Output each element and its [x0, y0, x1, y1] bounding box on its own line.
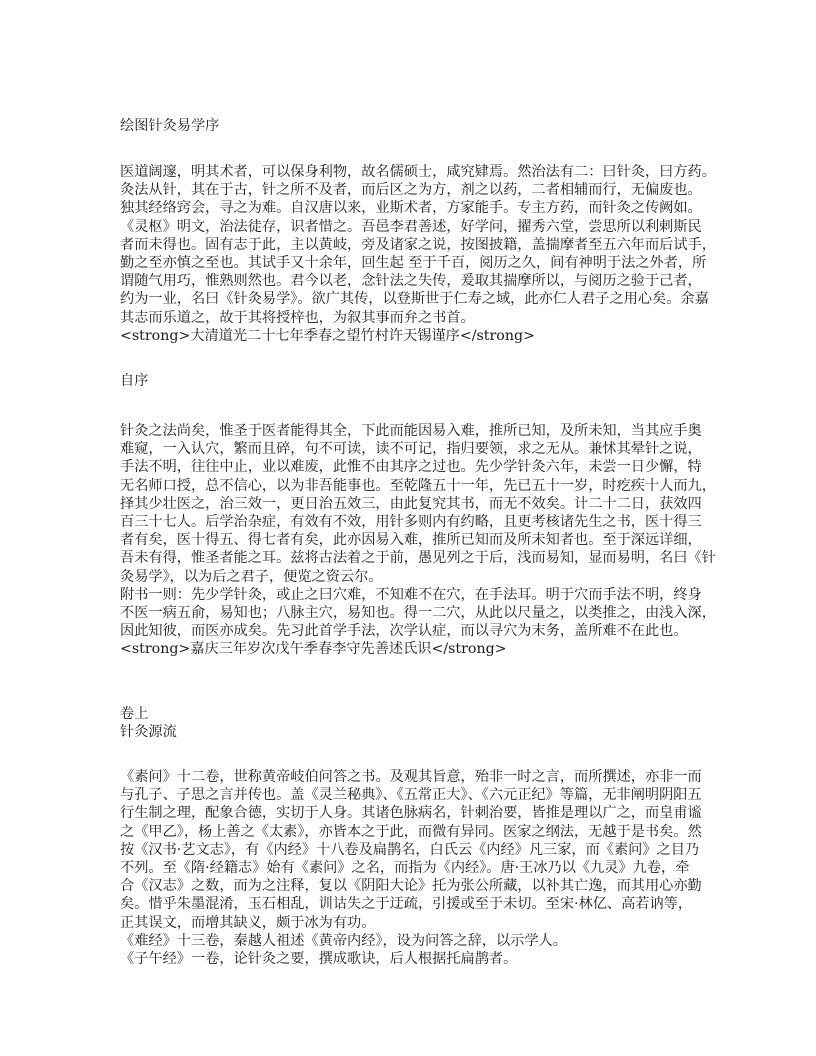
text-line: 按《汉书·艺文志》，有《内经》十八卷及扁鹊名，白氏云《内经》凡三家，而《素问》之目乃 [120, 841, 700, 858]
text-line: 约为一业，名曰《针灸易学》。欲广其传，以登斯世于仁寿之域，此亦仁人君子之用心矣。余嘉 [120, 291, 709, 308]
text-line: 附书一则：先少学针灸，或止之曰穴难，不知难不在穴，在手法耳。明于穴而手法不明，终身 [120, 586, 702, 603]
text-line: 针灸之法尚矣，惟圣于医者能得其全，下此而能因易入难，推所已知，及所未知，当其应手奥 [120, 423, 702, 439]
text-line: 《灵枢》明文，治法徒存，识者惜之。吾邑李君善述，好学问，擢秀六堂，尝思所以利剌斯民 [120, 218, 702, 235]
text-line: 手法不明，往往中止，业以难废，此惟不由其序之过也。先少学针灸六年，未尝一日少懈，特 [120, 459, 702, 476]
text-line: 无名师口授，总不信心，以为非吾能事也。至乾隆五十一年，先已五十一岁，时疙疾十人而九， [120, 477, 716, 494]
text-line: 合《汉志》之数，而为之注释，复以《阴阳大论》托为张公所藏，以补其亡逸，而其用心亦勤 [120, 878, 702, 895]
text-line: 正其误文，而增其缺义，颇于冰为有功。 [120, 914, 376, 931]
text-line: 因此知彼，而医亦成矣。先习此首学手法，次学认症，而以寻穴为末务，盖所难不在此也。 [120, 623, 688, 640]
text-line: 者有矣，医十得五、得七者有矣，此亦因易入难，推所已知而及所未知者也。至于深远详细， [120, 532, 702, 549]
text-line: 其志而乐道之，故于其将授梓也，为叙其事而弁之书首。 [120, 309, 475, 326]
text-line: 《素问》十二卷，世称黄帝岐伯问答之书。及观其旨意，殆非一时之言，而所撰述，亦非一而 [120, 769, 702, 785]
text-line: 独其经络窍会，寻之为难。自汉唐以来，业斯术者，方家能手。专主方药，而针灸之传阙如。 [120, 200, 702, 217]
self-preface-body [120, 422, 716, 659]
signature-line: <strong>嘉庆三年岁次戊午季春李守先善述氏识</strong> [120, 641, 507, 658]
section-title: 绘图针灸易学序 [120, 118, 220, 134]
chapter-title: 针灸源流 [120, 724, 177, 741]
section-title: 自序 [120, 373, 149, 389]
preface-heading [120, 117, 219, 135]
text-line: 难窥，一入认穴，繁而且碎，句不可读，读不可记，指归要领，求之无从。兼怵其晕针之说， [120, 441, 702, 458]
text-line: 者而未得也。固有志于此，主以黄岐，旁及诸家之说，按图披籍，盖揣摩者至五六年而后试手， [120, 236, 716, 253]
text-line: 行生制之理，配象合德，实切于人身。其诸色脉病名，针刺治要，皆推是理以广之，而皇甫谧 [120, 805, 702, 822]
text-line: 《难经》十三卷，秦越人祖述《黄帝内经》，设为问答之辞，以示学人。 [120, 932, 567, 949]
text-line: 医道阔邃，明其术者，可以保身利物，故名儒硕士，咸究肄焉。然治法有二：曰针灸，曰方药。 [120, 164, 716, 180]
volume-heading [120, 705, 177, 741]
text-line: 灸易学》，以为后之君子，便览之资云尔。 [120, 568, 383, 585]
self-preface-heading [120, 372, 148, 390]
volume-title: 卷上 [120, 706, 149, 722]
text-line: 择其少壮医之，治三效一，更日治五效三，由此复究其书，而无不效矣。计二十二日，获效四 [120, 495, 702, 512]
text-line: 不列。至《隋·经籍志》始有《素问》之名，而指为《内经》。唐·王冰乃以《九灵》九卷，牵 [120, 860, 690, 877]
text-line: 谓随气用巧，惟熟则然也。君今以老，念针法之失传，爰取其揣摩所以，与阅历之验于己者， [120, 273, 702, 290]
signature-line: <strong>大清道光二十七年季春之望竹村许天锡谨序</strong> [120, 327, 535, 344]
preface-body [120, 163, 716, 345]
text-line: 与孔子、子思之言并传也。盖《灵兰秘典》、《五常正大》、《六元正纪》等篇，无非阐明阴阳五 [120, 787, 702, 804]
text-line: 勤之至亦慎之至也。其试手又十余年，回生起 至于千百，阅历之久，间有神明于法之外者，所 [120, 255, 707, 272]
text-line: 《子午经》一卷，论针灸之要，撰成歌诀，后人根据托扁鹊者。 [120, 951, 518, 968]
text-line: 之《甲乙》，杨上善之《太素》，亦皆本之于此，而微有异同。医家之纲法，无越于是书矣。然 [120, 823, 702, 840]
text-line: 不医一病五俞，易知也；八脉主穴，易知也。得一二穴，从此以尺量之，以类推之，由浅入深， [120, 605, 716, 622]
text-line: 百三十七人。后学治杂症，有效有不效，用针多则内有约略，且更考核诸先生之书，医十得三 [120, 514, 702, 531]
text-line: 灸法从针，其在于古，针之所不及者，而后区之为方，剂之以药，二者相辅而行，无偏废也。 [120, 182, 702, 199]
text-line: 矣。惜乎朱墨混淆，玉石相乱，训诂失之于迂疏，引援或至于未切。至宋·林亿、高若讷等， [120, 896, 693, 913]
origins-body [120, 768, 702, 968]
text-line: 吾未有得，惟圣者能之耳。兹将古法着之于前，愚见列之于后，浅而易知，显而易明，名曰《针 [120, 550, 716, 567]
